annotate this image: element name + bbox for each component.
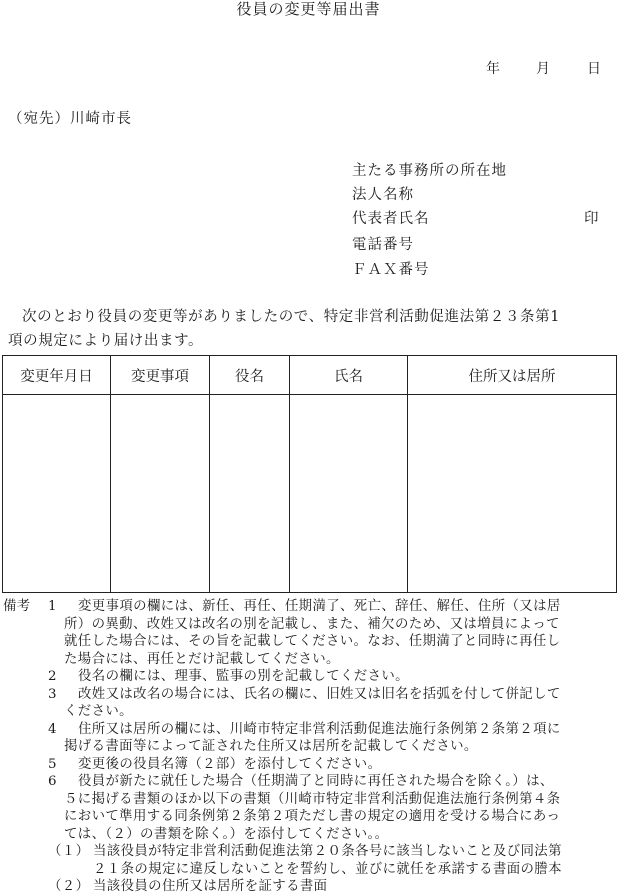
intro-paragraph	[8, 305, 616, 353]
page-title: 役員の変更等届出書	[236, 0, 381, 18]
cell-change-date[interactable]	[3, 395, 111, 593]
office-location-label: 主たる事務所の所在地	[352, 163, 507, 179]
sub-item-line: ２１条の規定に違反しないことを誓約し、並びに就任を承諾する書面の謄本	[93, 861, 562, 877]
day-label: 日	[587, 61, 601, 77]
year-label: 年	[486, 61, 500, 77]
note-line: 掲げる書面等によって証された住所又は居所を記載してください。	[64, 739, 478, 754]
col-header-change-item: 変更事項	[111, 356, 210, 395]
fax-label: ＦＡＸ番号	[352, 262, 430, 278]
note-line: ５に掲げる書類のほか以下の書類（川崎市特定非営利活動促進法施行条例第４条	[64, 791, 561, 807]
col-header-change-date: 変更年月日	[3, 356, 111, 395]
intro-line-2: 項の規定により届け出ます。	[8, 333, 204, 349]
sub-item-line: 当該役員の住所又は居所を証する書面	[93, 879, 328, 894]
table-row	[3, 395, 617, 593]
note-line: 役員が新たに就任した場合（任期満了と同時に再任された場合を除く。）は、	[78, 774, 554, 789]
cell-position[interactable]	[210, 395, 290, 593]
note-line: 変更後の役員名簿（２部）を添付してください。	[78, 756, 382, 772]
note-number: 4	[48, 721, 57, 737]
col-header-position: 役名	[210, 356, 290, 395]
intro-line-1: 次のとおり役員の変更等がありましたので、特定非営利活動促進法第２３条第1	[22, 309, 561, 325]
note-number: 1	[48, 599, 57, 614]
note-line: 改姓又は改名の場合には、氏名の欄に、旧姓又は旧名を括弧を付して併記して	[78, 686, 561, 702]
note-line: ください。	[64, 704, 133, 719]
note-line: 住所又は居所の欄には、川崎市特定非営利活動促進法施行条例第２条第２項に	[78, 721, 561, 737]
note-line: 就任した場合には、その旨を記載してください。なお、任期満了と同時に再任し	[64, 634, 561, 649]
table-header-row	[3, 356, 617, 395]
sub-item-number: （１）	[48, 844, 90, 859]
sub-item-line: 当該役員が特定非営利活動促進法第２０条各号に該当しないこと及び同法第	[93, 844, 562, 859]
cell-address[interactable]	[408, 395, 617, 593]
seal-mark: 印	[584, 211, 599, 227]
col-header-address: 住所又は居所	[408, 356, 617, 395]
note-line: た場合には、再任とだけ記載してください。	[64, 651, 340, 667]
note-line: において準用する同条例第２条第２項ただし書の規定の適用を受ける場合にあっ	[64, 809, 561, 824]
cell-name[interactable]	[290, 395, 408, 593]
note-number: 5	[48, 756, 57, 772]
notes-heading: 備考	[3, 599, 31, 614]
representative-label: 代表者氏名	[352, 211, 430, 227]
note-line: 役名の欄には、理事、監事の別を記載してください。	[78, 669, 409, 684]
note-line: 変更事項の欄には、新任、再任、任期満了、死亡、辞任、解任、住所（又は居	[78, 599, 561, 614]
note-number: 6	[48, 774, 57, 789]
phone-label: 電話番号	[352, 237, 414, 253]
cell-change-item[interactable]	[111, 395, 210, 593]
note-line: 所）の異動、改姓又は改名の別を記載し、また、補欠のため、又は増員によって	[64, 616, 560, 632]
note-number: 2	[48, 669, 57, 684]
change-table	[2, 355, 617, 593]
corporation-name-label: 法人名称	[352, 187, 414, 203]
sub-item-number: （２）	[48, 879, 90, 894]
month-label: 月	[536, 61, 550, 77]
note-line: ては、（２）の書類を除く。）を添付してください。。	[64, 826, 389, 842]
addressee: （宛先）川崎市長	[8, 111, 132, 127]
note-number: 3	[48, 686, 57, 702]
col-header-name: 氏名	[290, 356, 408, 395]
